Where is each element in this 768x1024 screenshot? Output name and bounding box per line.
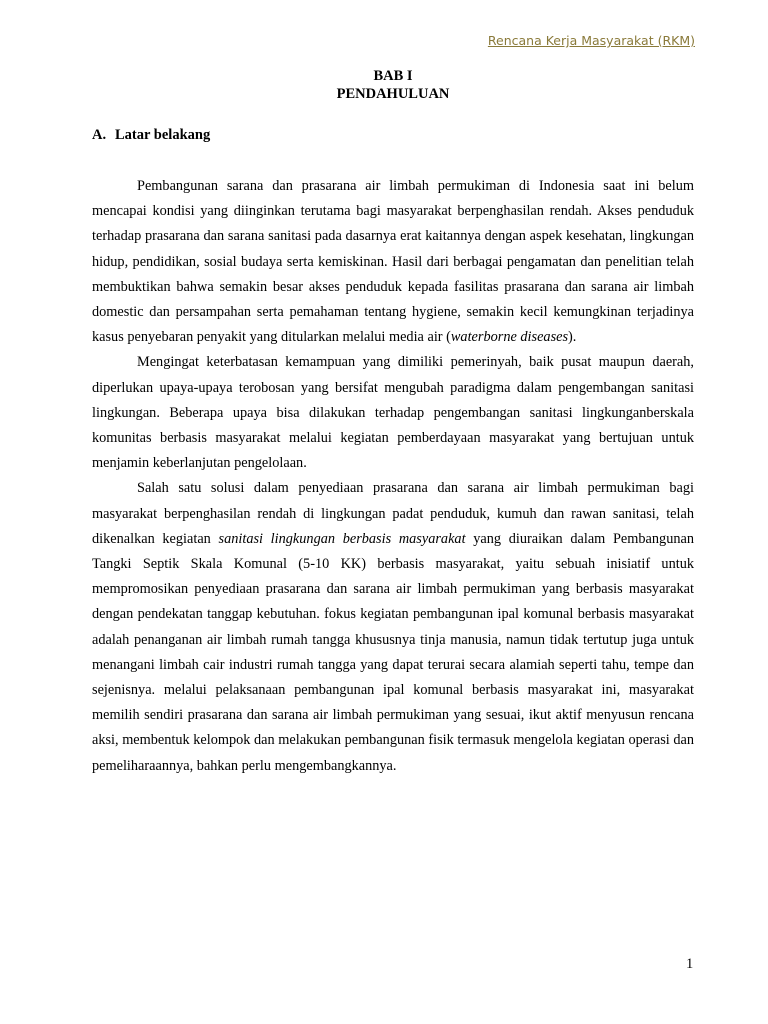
italic-term: sanitasi lingkungan berbasis masyarakat	[218, 530, 466, 547]
paragraph-text-end: yang diuraikan dalam Pembangunan Tangki Septik Skala Komunal (5-10 KK) berbasis masyarakat, yaitu sebuah inisiatif untuk mempromosikan penyediaan prasarana dan sarana air limbah permukiman yang berbasis masyarakat dengan pendekatan tanggap kebutuhan. fokus kegiatan pembangunan ipal komunal berbasis masyarakat adalah penanganan air limbah rumah tangga khususnya tinja manusia, namun tidak tertutup juga untuk menangani limbah cair industri rumah tangga yang dapat terurai secara alamiah seperti tahu, tempe dan sejenisnya. melalui pelaksanaan pembangunan ipal komunal berbasis masyarakat ini, masyarakat memilih sendiri prasarana dan sarana air limbah permukiman yang sesuai, ikut aktif menyusun rencana aksi, membentuk kelompok dan melakukan pembangunan fisik termasuk mengelola kegiatan operasi dan pemeliharaannya, bahkan perlu mengembangkannya.	[92, 530, 694, 774]
paragraph-text: Mengingat keterbatasan kemampuan yang dimiliki pemerinyah, baik pusat maupun daerah, diperlukan upaya-upaya terobosan yang bersifat mengubah paradigma dalam pengembangan sanitasi lingkungan. Beberapa upaya bisa dilakukan terhadap pengembangan sanitasi lingkunganberskala komunitas berbasis masyarakat melalui kegiatan pemberdayaan masyarakat yang bertujuan untuk menjamin keberlanjutan pengelolaan.	[92, 354, 694, 472]
paragraph	[92, 476, 694, 778]
page-number: 1	[686, 956, 694, 972]
italic-term: waterborne diseases	[450, 329, 569, 346]
chapter-title: PENDAHULUAN	[336, 86, 450, 102]
paragraph	[92, 174, 694, 350]
paragraph-text: Pembangunan sarana dan prasarana air limbah permukiman di Indonesia saat ini belum mencapai kondisi yang diinginkan terutama bagi masyarakat berpenghasilan rendah. Akses penduduk terhadap prasarana dan sarana sanitasi pada dasarnya erat kaitannya dengan aspek kesehatan, lingkungan hidup, pendidikan, sosial budaya serta kemiskinan. Hasil dari berbagai pengamatan dan penelitian telah membuktikan bahwa semakin besar akses penduduk kepada fasilitas prasarana dan sarana air limbah domestic dan persampahan serta pemahaman tentang hygiene, semakin kecil kemungkinan terjadinya kasus penyebaran penyakit yang ditularkan melalui media air (	[92, 178, 694, 346]
section-heading	[92, 127, 210, 144]
paragraph-text: Salah satu solusi dalam penyediaan prasarana dan sarana air limbah permukiman bagi masyarakat berpenghasilan rendah di lingkungan padat penduduk, kumuh dan rawan sanitasi, telah dikenalkan kegiatan	[92, 480, 694, 547]
body-text	[92, 174, 694, 779]
paragraph	[92, 350, 694, 476]
section-title: Latar belakang	[115, 127, 211, 143]
section-number: A.	[92, 127, 107, 143]
paragraph-text-end: ).	[568, 329, 577, 346]
chapter-label: BAB I	[373, 68, 413, 84]
running-header: Rencana Kerja Masyarakat (RKM)	[487, 33, 695, 48]
